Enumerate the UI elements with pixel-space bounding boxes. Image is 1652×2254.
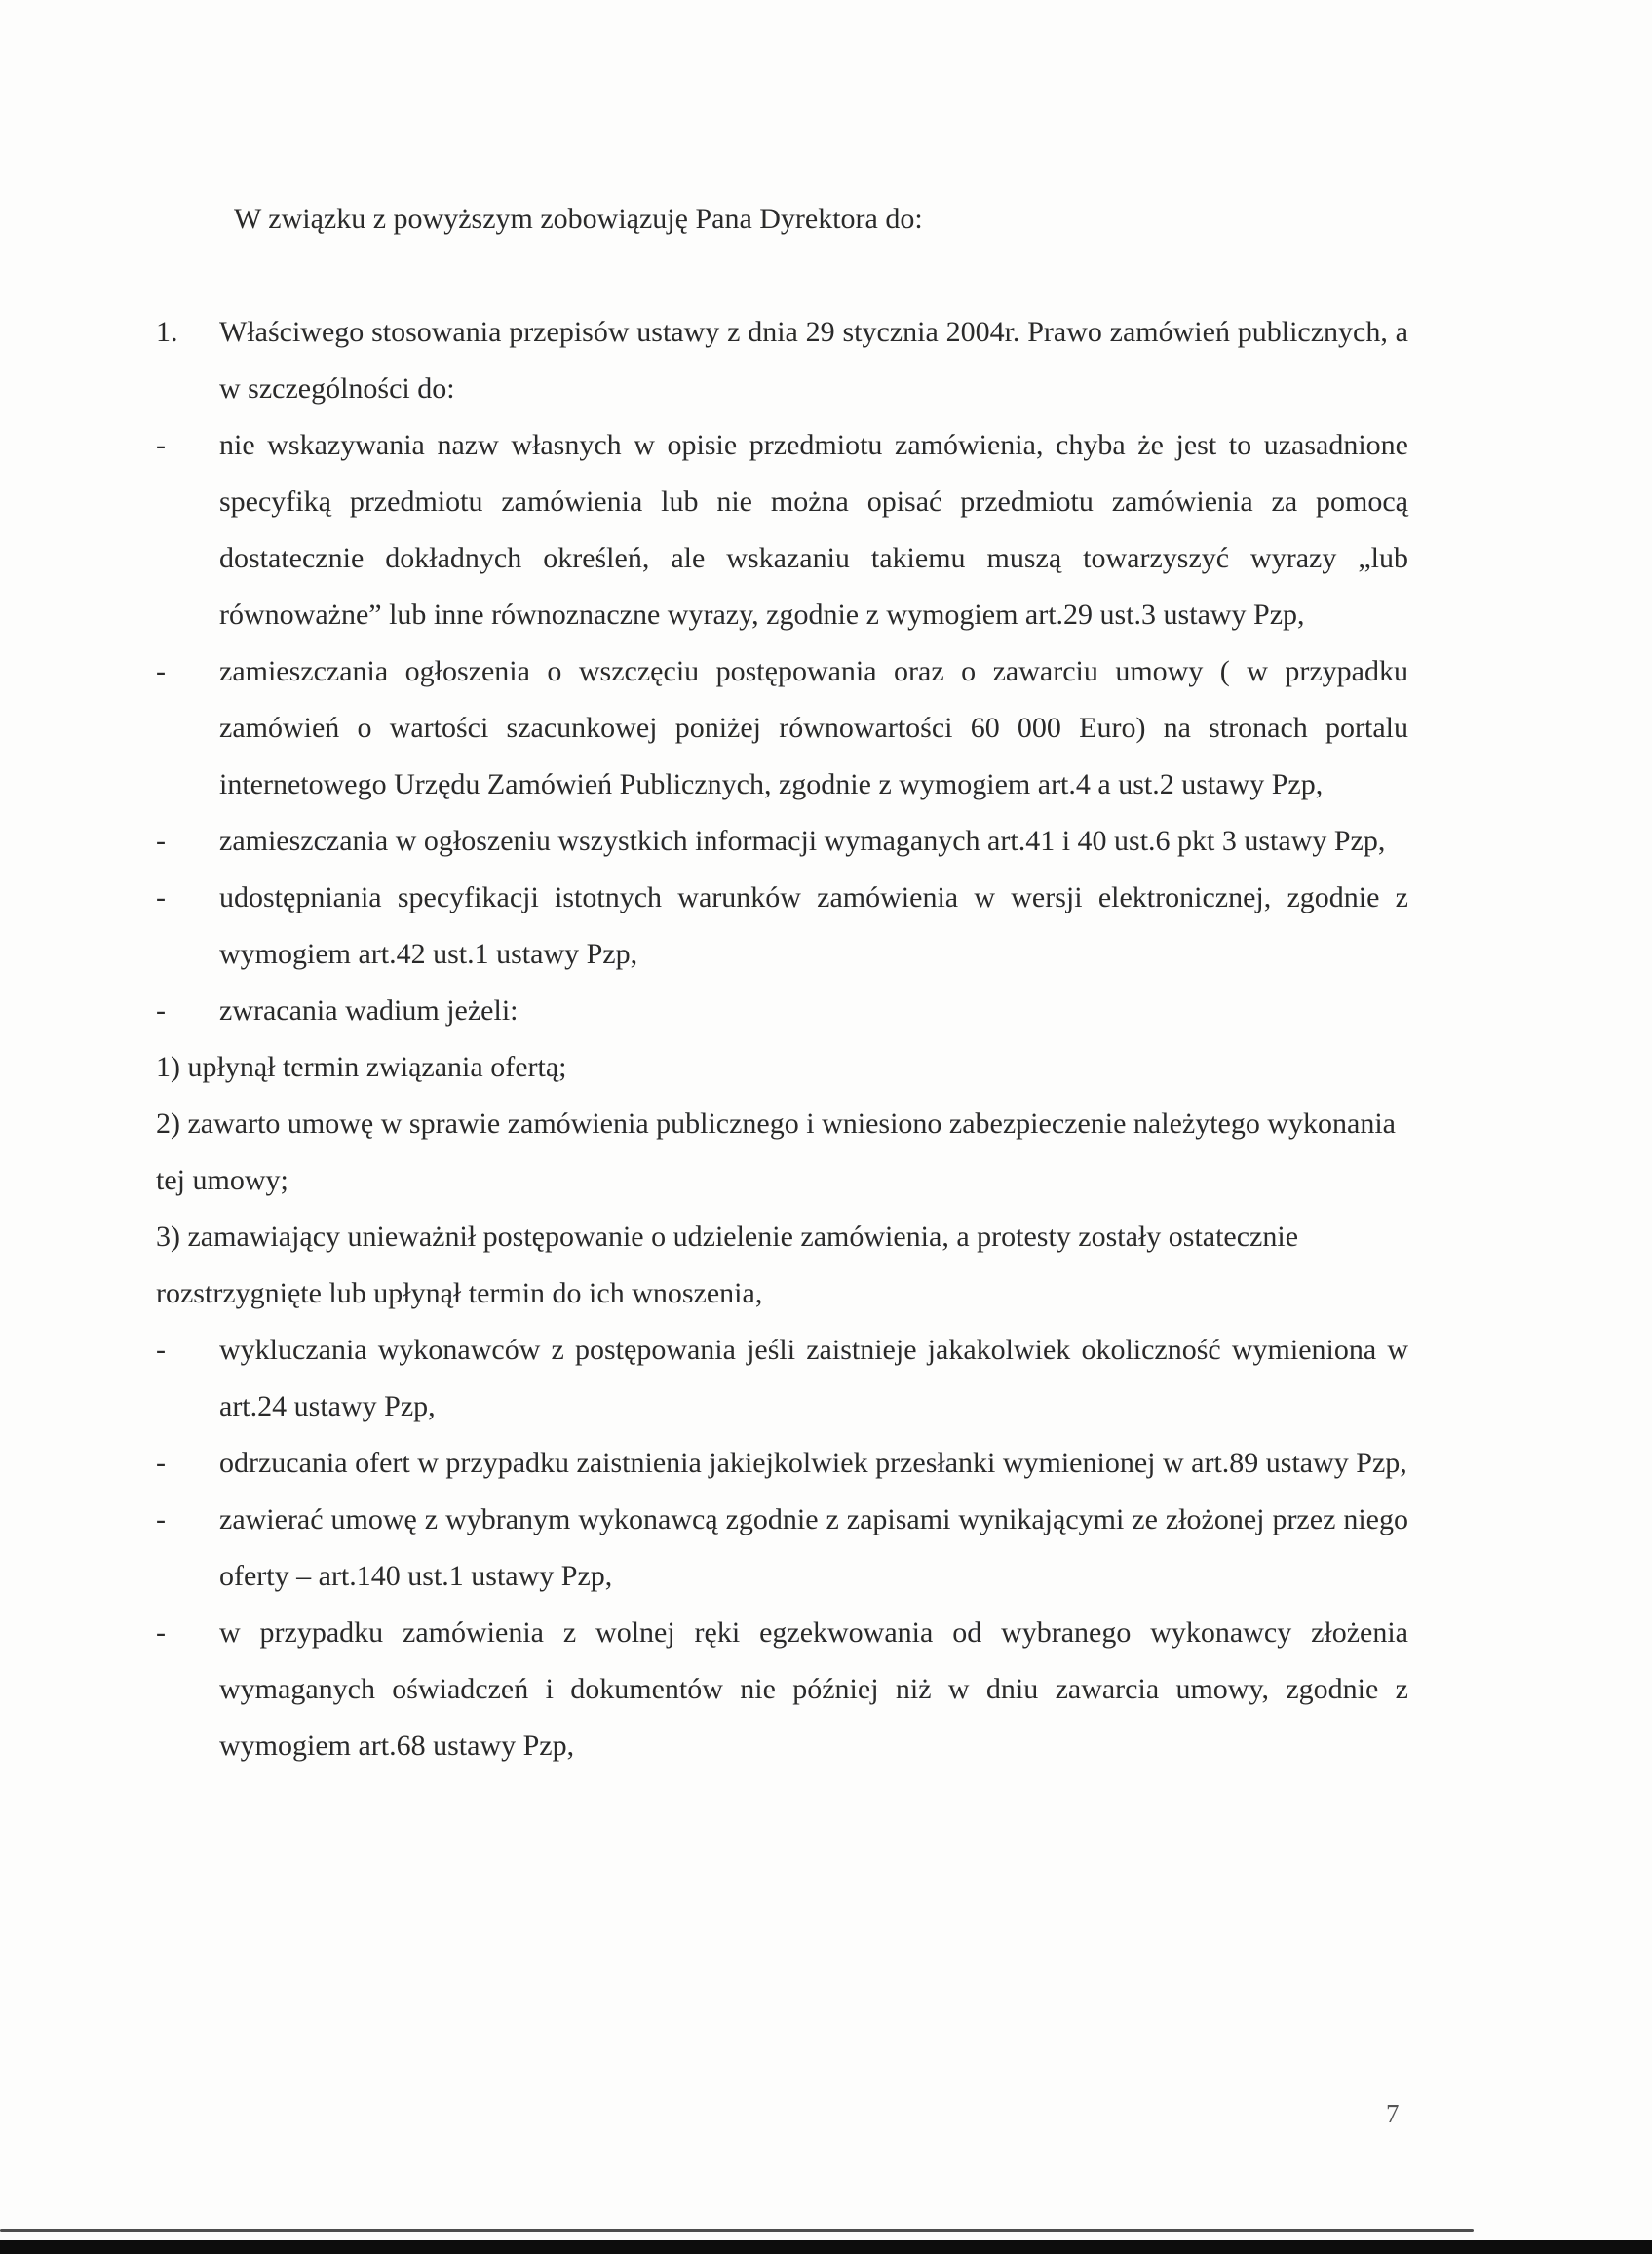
list-item-text: Właściwego stosowania przepisów ustawy z dnia 29 stycznia 2004r. Prawo zamówień publicznych, a w szczególności do: (219, 316, 1408, 405)
list-item-marker: - (156, 1503, 166, 1535)
list-item-marker: - (156, 1447, 166, 1479)
dash-list-item (156, 983, 1408, 1039)
sub-item-paragraph: 2) zawarto umowę w sprawie zamówienia publicznego i wniesiono zabezpieczenie należytego wykonania tej umowy; (156, 1108, 1396, 1196)
sub-item-paragraph: 3) zamawiający unieważnił postępowanie o udzielenie zamówienia, a protesty zostały ostatecznie rozstrzygnięte lub upłynął termin do ich wnoszenia, (156, 1221, 1299, 1309)
list-item-text: zamieszczania w ogłoszeniu wszystkich informacji wymaganych art.41 i 40 ust.6 pkt 3 ustawy Pzp, (219, 825, 1386, 857)
list-item-text: zamieszczania ogłoszenia o wszczęciu postępowania oraz o zawarciu umowy ( w przypadku zamówień o wartości szacunkowej poniżej równowartości 60 000 Euro) na stronach portalu internetowego Urzędu Zamówień Publicznych, zgodnie z wymogiem art.4 a ust.2 ustawy Pzp, (219, 655, 1408, 800)
list-item-marker: - (156, 994, 166, 1027)
list-item-marker: - (156, 429, 166, 461)
list-item-text: udostępniania specyfikacji istotnych warunków zamówienia w wersji elektronicznej, zgodnie z wymogiem art.42 ust.1 ustawy Pzp, (219, 881, 1408, 970)
page-number: 7 (1386, 2099, 1400, 2128)
list-item-text: w przypadku zamówienia z wolnej ręki egzekwowania od wybranego wykonawcy złożenia wymaganych oświadczeń i dokumentów nie później niż w dniu zawarcia umowy, zgodnie z wymogiem art.68 ustawy Pzp, (219, 1616, 1408, 1762)
intro-paragraph: W związku z powyższym zobowiązuję Pana Dyrektora do: (234, 203, 923, 235)
list-item-text: odrzucania ofert w przypadku zaistnienia jakiejkolwiek przesłanki wymienionej w art.89 ustawy Pzp, (219, 1447, 1407, 1479)
scan-artifact-bar (0, 2240, 1652, 2254)
document-body (156, 191, 1408, 1774)
list-item-marker: - (156, 655, 166, 687)
dash-list-item (156, 813, 1408, 870)
scan-artifact-line (0, 2229, 1474, 2232)
list-item-marker: - (156, 1616, 166, 1649)
sub-item-paragraph: 1) upłynął termin związania ofertą; (156, 1051, 567, 1083)
dash-list-item (156, 1605, 1408, 1774)
dash-list-item (156, 1492, 1408, 1605)
list-item-text: wykluczania wykonawców z postępowania jeśli zaistnieje jakakolwiek okoliczność wymieniona w art.24 ustawy Pzp, (219, 1334, 1408, 1422)
numbered-list-item (156, 304, 1408, 417)
list-item-marker: - (156, 825, 166, 857)
list-item-marker: - (156, 881, 166, 913)
dash-list-item (156, 643, 1408, 813)
dash-list-item (156, 1435, 1408, 1492)
list-item-marker: 1. (156, 316, 178, 348)
dash-list-item (156, 870, 1408, 983)
list-item-text: zawierać umowę z wybranym wykonawcą zgodnie z zapisami wynikającymi ze złożonej przez niego oferty – art.140 ust.1 ustawy Pzp, (219, 1503, 1408, 1592)
list-item-text: zwracania wadium jeżeli: (219, 994, 519, 1027)
dash-list-item (156, 417, 1408, 643)
dash-list-item (156, 1322, 1408, 1435)
list-item-marker: - (156, 1334, 166, 1366)
list-item-text: nie wskazywania nazw własnych w opisie przedmiotu zamówienia, chyba że jest to uzasadnione specyfiką przedmiotu zamówienia lub nie można opisać przedmiotu zamówienia za pomocą dostatecznie dokładnych określeń, ale wskazaniu takiemu muszą towarzyszyć wyrazy „lub równoważne” lub inne równoznaczne wyrazy, zgodnie z wymogiem art.29 ust.3 ustawy Pzp, (219, 429, 1408, 631)
